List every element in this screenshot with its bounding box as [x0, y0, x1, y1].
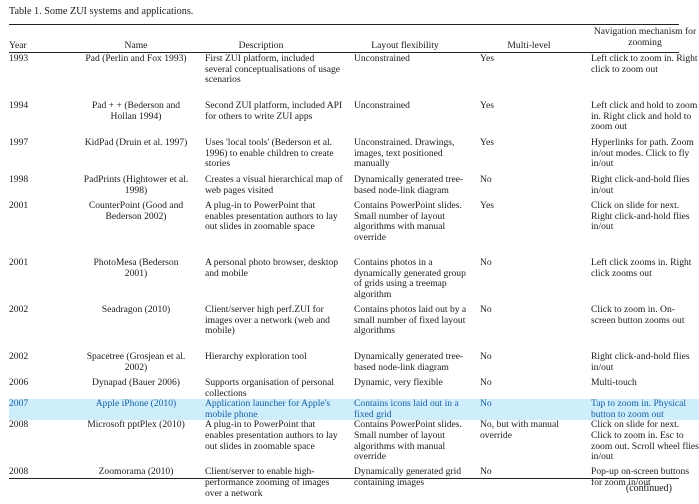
cell-year-text: 1993	[9, 53, 29, 64]
cell-name-text: CounterPoint (Good and Bederson 2002)	[88, 200, 184, 222]
zui-systems-table	[9, 27, 699, 503]
cell-navigation-text: Right click-and-hold flies in/out	[591, 351, 690, 373]
cell-description	[199, 467, 343, 503]
cell-layout-flexibility-text: Contains photos in a dynamically generated group of grids using a treemap algorithm	[354, 257, 466, 300]
cell-name	[73, 352, 199, 378]
cell-layout-flexibility-text: Unconstrained. Drawings, images, text positioned manually	[354, 137, 455, 170]
cell-layout-flexibility	[343, 305, 467, 352]
cell-description-text: Hierarchy exploration tool	[205, 351, 307, 362]
table-row	[9, 201, 699, 258]
cell-year	[9, 201, 73, 258]
continued-note: (continued)	[625, 483, 672, 494]
cell-layout-flexibility	[343, 399, 467, 420]
cell-layout-flexibility	[343, 420, 467, 467]
cell-multi-level-text: No	[480, 257, 492, 268]
table-row	[9, 420, 699, 467]
cell-description-text: Supports organisation of personal collections	[205, 377, 335, 399]
cell-name	[73, 305, 199, 352]
cell-year-text: 2008	[9, 419, 29, 431]
cell-multi-level-text: Yes	[480, 100, 494, 111]
cell-layout-flexibility-text: Contains PowerPoint slides. Small number of layout algorithms with manual override	[354, 200, 462, 243]
cell-multi-level-text: No	[480, 398, 492, 410]
cell-multi-level-text: Yes	[480, 53, 494, 64]
table-row	[9, 467, 699, 503]
cell-description	[199, 101, 343, 138]
cell-navigation-text: Tap to zoom in. Physical button to zoom out	[591, 398, 686, 420]
table-row	[9, 305, 699, 352]
header-navigation: Navigation mechanism for zooming	[593, 26, 697, 48]
cell-year	[9, 101, 73, 138]
cell-layout-flexibility	[343, 378, 467, 399]
cell-name-text: Spacetree (Grosjean et al. 2002)	[86, 351, 186, 373]
cell-multi-level-text: No, but with manual override	[480, 419, 559, 441]
cell-name-text: PhotoMesa (Bederson 2001)	[93, 257, 179, 279]
cell-layout-flexibility	[343, 101, 467, 138]
cell-navigation	[591, 54, 699, 101]
cell-name	[73, 138, 199, 175]
cell-multi-level	[467, 54, 591, 101]
header-multi-level: Multi-level	[507, 40, 551, 52]
cell-multi-level	[467, 101, 591, 138]
cell-layout-flexibility-text: Unconstrained	[354, 100, 410, 111]
cell-year	[9, 420, 73, 467]
cell-navigation	[591, 305, 699, 352]
cell-year	[9, 175, 73, 201]
cell-description	[199, 399, 343, 420]
cell-multi-level	[467, 138, 591, 175]
cell-navigation	[591, 378, 699, 399]
cell-multi-level-text: No	[480, 466, 492, 478]
cell-multi-level	[467, 467, 591, 503]
table-row	[9, 138, 699, 175]
cell-year-text: 2006	[9, 377, 29, 388]
cell-description	[199, 420, 343, 467]
cell-name-text: Pad + + (Bederson and Hollan 1994)	[91, 100, 181, 122]
cell-name-text: Zoomorama (2010)	[98, 466, 174, 478]
table-header-row	[9, 27, 699, 54]
cell-navigation	[591, 101, 699, 138]
cell-navigation-text: Left click and hold to zoom in. Right click and hold to zoom out	[591, 100, 698, 133]
cell-year	[9, 352, 73, 378]
cell-description-text: Client/server high perf.ZUI for images over a network (web and mobile)	[205, 304, 330, 337]
table-row	[9, 101, 699, 138]
cell-name-text: PadPrints (Hightower et al. 1998)	[83, 174, 189, 196]
cell-name-text: Pad (Perlin and Fox 1993)	[85, 53, 187, 64]
cell-name-text: Microsoft pptPlex (2010)	[87, 419, 185, 431]
table-caption: Table 1. Some ZUI systems and applications.	[9, 6, 194, 17]
cell-year-text: 2008	[9, 466, 29, 478]
cell-description-text: A plug-in to PowerPoint that enables presentation authors to lay out slides in zoomable space	[205, 200, 338, 233]
top-rule	[9, 24, 679, 25]
cell-description	[199, 352, 343, 378]
cell-layout-flexibility	[343, 258, 467, 305]
cell-year-text: 1997	[9, 137, 29, 148]
cell-layout-flexibility	[343, 201, 467, 258]
cell-year	[9, 305, 73, 352]
table-row	[9, 378, 699, 399]
cell-multi-level-text: No	[480, 174, 492, 185]
cell-multi-level-text: Yes	[480, 200, 494, 211]
cell-layout-flexibility	[343, 467, 467, 503]
cell-layout-flexibility-text: Contains icons laid out in a fixed grid	[354, 398, 459, 420]
cell-name-text: Apple iPhone (2010)	[95, 398, 177, 410]
cell-year	[9, 399, 73, 420]
cell-description-text: A plug-in to PowerPoint that enables presentation authors to lay out slides in zoomable space	[205, 419, 338, 452]
cell-description-text: Client/server to enable high-performance zooming of images over a network	[205, 466, 330, 499]
cell-multi-level	[467, 305, 591, 352]
cell-navigation-text: Hyperlinks for path. Zoom in/out modes. Click to fly in/out	[591, 137, 694, 170]
cell-name-text: Dynapad (Bauer 2006)	[92, 377, 180, 388]
cell-navigation-text: Left click zooms in. Right click zooms out	[591, 257, 692, 279]
cell-navigation	[591, 420, 699, 467]
cell-layout-flexibility	[343, 138, 467, 175]
cell-year-text: 2002	[9, 351, 29, 362]
cell-navigation-text: Click on slide for next. Right click-and-hold flies in/out	[591, 200, 690, 233]
cell-name	[73, 420, 199, 467]
cell-name	[73, 201, 199, 258]
cell-name	[73, 399, 199, 420]
cell-description	[199, 305, 343, 352]
cell-layout-flexibility-text: Dynamically generated grid containing images	[354, 466, 462, 488]
table-body	[9, 54, 699, 503]
cell-navigation	[591, 352, 699, 378]
header-description: Description	[238, 40, 284, 52]
cell-multi-level-text: No	[480, 351, 492, 362]
cell-description-text: First ZUI platform, included several conceptualisations of usage scenarios	[205, 53, 341, 86]
cell-layout-flexibility-text: Unconstrained	[354, 53, 410, 64]
cell-layout-flexibility	[343, 54, 467, 101]
cell-name-text: KidPad (Druin et al. 1997)	[84, 137, 188, 148]
cell-multi-level-text: No	[480, 304, 492, 315]
table-row	[9, 175, 699, 201]
cell-navigation-text: Multi-touch	[591, 377, 637, 388]
cell-layout-flexibility-text: Dynamic, very flexible	[354, 377, 443, 388]
cell-name-text: Seadragon (2010)	[101, 304, 171, 315]
bottom-rule	[9, 478, 679, 479]
cell-layout-flexibility	[343, 175, 467, 201]
cell-name	[73, 175, 199, 201]
cell-multi-level-text: No	[480, 377, 492, 388]
cell-navigation-text: Click on slide for next. Click to zoom in. Esc to zoom out. Scroll wheel flies in/out	[591, 419, 699, 463]
cell-description	[199, 54, 343, 101]
cell-year	[9, 378, 73, 399]
cell-year	[9, 467, 73, 503]
cell-description	[199, 378, 343, 399]
cell-description-text: Second ZUI platform, included API for others to write ZUI apps	[205, 100, 343, 122]
cell-year	[9, 138, 73, 175]
cell-name	[73, 467, 199, 503]
cell-layout-flexibility-text: Dynamically generated tree-based node-link diagram	[354, 351, 464, 373]
cell-description-text: A personal photo browser, desktop and mobile	[205, 257, 339, 279]
cell-navigation	[591, 399, 699, 420]
cell-year-text: 2002	[9, 304, 29, 315]
cell-description	[199, 138, 343, 175]
cell-navigation	[591, 258, 699, 305]
cell-name	[73, 378, 199, 399]
cell-description-text: Uses 'local tools' (Bederson et al. 1996) to enable children to create stories	[205, 137, 334, 170]
cell-navigation	[591, 138, 699, 175]
cell-multi-level	[467, 201, 591, 258]
cell-multi-level-text: Yes	[480, 137, 494, 148]
cell-name	[73, 101, 199, 138]
header-name: Name	[124, 40, 148, 52]
header-year: Year	[9, 40, 27, 52]
cell-multi-level	[467, 378, 591, 399]
cell-name	[73, 258, 199, 305]
cell-navigation	[591, 175, 699, 201]
cell-year-text: 2007	[9, 398, 29, 410]
cell-layout-flexibility-text: Contains photos laid out by a small number of fixed layout algorithms	[354, 304, 467, 337]
cell-multi-level	[467, 175, 591, 201]
cell-year-text: 2001	[9, 200, 29, 211]
cell-year	[9, 54, 73, 101]
table-row	[9, 54, 699, 101]
cell-year-text: 2001	[9, 257, 29, 268]
cell-description	[199, 175, 343, 201]
cell-navigation-text: Left click to zoom in. Right click to zoom out	[591, 53, 698, 75]
cell-year-text: 1994	[9, 100, 29, 111]
header-layout-flexibility: Layout flexibility	[371, 40, 439, 52]
cell-navigation	[591, 201, 699, 258]
cell-navigation-text: Right click-and-hold flies in/out	[591, 174, 690, 196]
cell-description	[199, 201, 343, 258]
cell-description-text: Application launcher for Apple's mobile phone	[205, 398, 331, 420]
cell-description	[199, 258, 343, 305]
cell-navigation-text: Click to zoom in. On-screen button zooms out	[591, 304, 685, 326]
cell-navigation-text: Pop-up on-screen buttons for zoom in/out	[591, 466, 690, 488]
cell-multi-level	[467, 399, 591, 420]
cell-year-text: 1998	[9, 174, 29, 185]
cell-description-text: Creates a visual hierarchical map of web pages visited	[205, 174, 343, 196]
cell-year	[9, 258, 73, 305]
cell-layout-flexibility	[343, 352, 467, 378]
table-row	[9, 399, 699, 420]
cell-multi-level	[467, 352, 591, 378]
cell-name	[73, 54, 199, 101]
cell-layout-flexibility-text: Dynamically generated tree-based node-link diagram	[354, 174, 464, 196]
cell-layout-flexibility-text: Contains PowerPoint slides. Small number of layout algorithms with manual override	[354, 419, 462, 463]
table-row	[9, 258, 699, 305]
table-row	[9, 352, 699, 378]
cell-multi-level	[467, 420, 591, 467]
cell-multi-level	[467, 258, 591, 305]
